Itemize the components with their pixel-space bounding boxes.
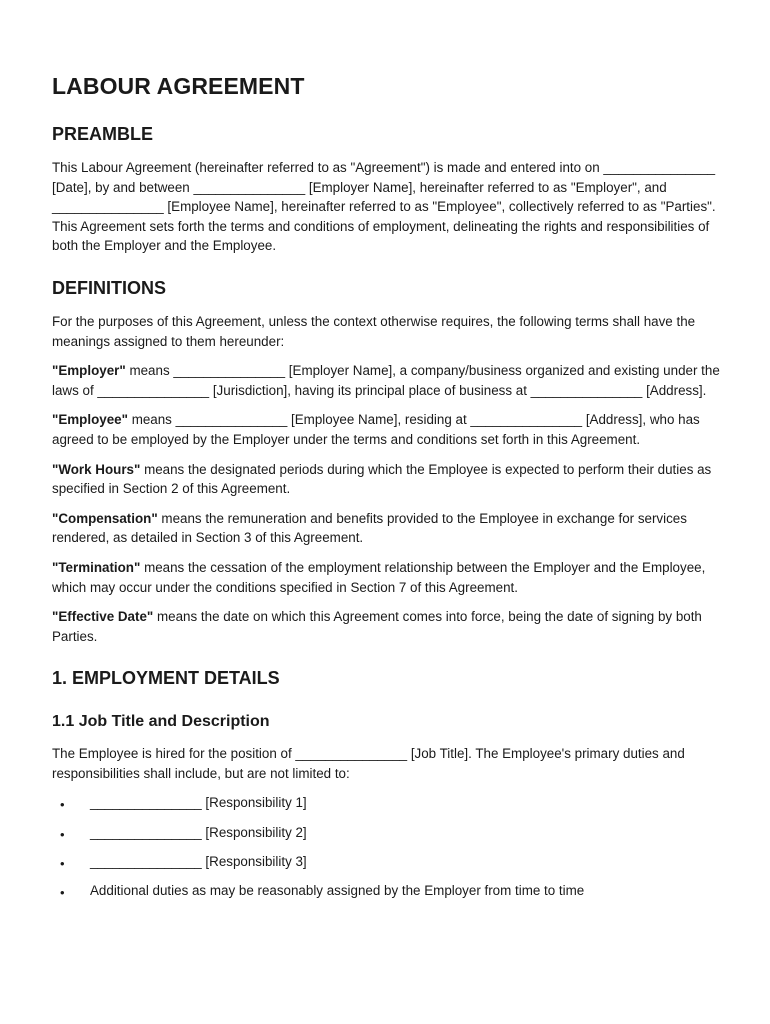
definition-term: "Effective Date" xyxy=(52,609,154,625)
definition-compensation xyxy=(52,509,724,548)
definition-text: means the remuneration and benefits provided to the Employee in exchange for services rendered, as detailed in Section 3 of this Agreement. xyxy=(52,510,687,546)
list-item-text: _______________ [Responsibility 2] xyxy=(90,824,307,840)
definition-text: means the date on which this Agreement comes into force, being the date of signing by both Parties. xyxy=(52,609,702,644)
bullet-icon: • xyxy=(60,797,65,813)
definition-text: means the cessation of the employment relationship between the Employer and the Employee, which may occur under the conditions specified in Section 7 of this Agreement. xyxy=(52,559,706,595)
definition-term: "Work Hours" xyxy=(52,461,141,477)
document-content xyxy=(52,72,724,910)
list-item-text: _______________ [Responsibility 1] xyxy=(90,795,307,811)
definition-work-hours xyxy=(52,460,724,499)
section-1-1-heading: 1.1 Job Title and Description xyxy=(52,713,270,731)
definition-text: means _______________ [Employer Name], a company/business organized and existing under the laws of _______________ [Jurisdiction], having its principal place of business at _______________ [Address]. xyxy=(52,363,720,398)
definition-term: "Employer" xyxy=(52,363,126,379)
definition-employer xyxy=(52,361,724,400)
list-item xyxy=(52,793,724,813)
bullet-icon: • xyxy=(60,855,65,871)
definition-employee xyxy=(52,410,724,449)
list-item xyxy=(52,823,724,843)
definition-term: "Compensation" xyxy=(52,510,158,526)
definition-term: "Termination" xyxy=(52,559,141,575)
list-item-text: Additional duties as may be reasonably assigned by the Employer from time to time xyxy=(90,883,585,899)
document-title: LABOUR AGREEMENT xyxy=(52,73,305,99)
section-1-heading: 1. EMPLOYMENT DETAILS xyxy=(52,668,280,689)
preamble-paragraph: This Labour Agreement (hereinafter referred to as "Agreement") is made and entered into on _______________ [Date], by and between _______________ [Employer Name], hereinafter referred to as "Employer", and _______________ [Employee Name], hereinafter referred to as "Employee", collectively referred to as "Parties". This Agreement sets forth the terms and conditions of employment, delineating the rights and responsibilities of both the Employer and the Employee. xyxy=(52,160,716,254)
definition-text: means _______________ [Employee Name], residing at _______________ [Address], who has agreed to be employed by the Employer under the terms and conditions set forth in this Agreement. xyxy=(52,412,700,447)
list-item xyxy=(52,852,724,872)
definitions-intro: For the purposes of this Agreement, unless the context otherwise requires, the following terms shall have the meanings assigned to them hereunder: xyxy=(52,313,696,349)
preamble-heading: PREAMBLE xyxy=(52,124,154,144)
definitions-heading: DEFINITIONS xyxy=(52,277,167,298)
list-item xyxy=(52,881,724,901)
responsibilities-list xyxy=(52,793,724,900)
definition-term: "Employee" xyxy=(52,412,128,428)
bullet-icon: • xyxy=(60,826,65,842)
section-1-1-paragraph: The Employee is hired for the position of _______________ [Job Title]. The Employee's primary duties and responsibilities shall include, but are not limited to: xyxy=(52,746,685,781)
list-item-text: _______________ [Responsibility 3] xyxy=(90,853,307,869)
definition-effective-date xyxy=(52,607,724,646)
definition-text: means the designated periods during which the Employee is expected to perform their duties as specified in Section 2 of this Agreement. xyxy=(52,461,712,497)
bullet-icon: • xyxy=(60,885,65,901)
definition-termination xyxy=(52,558,724,597)
